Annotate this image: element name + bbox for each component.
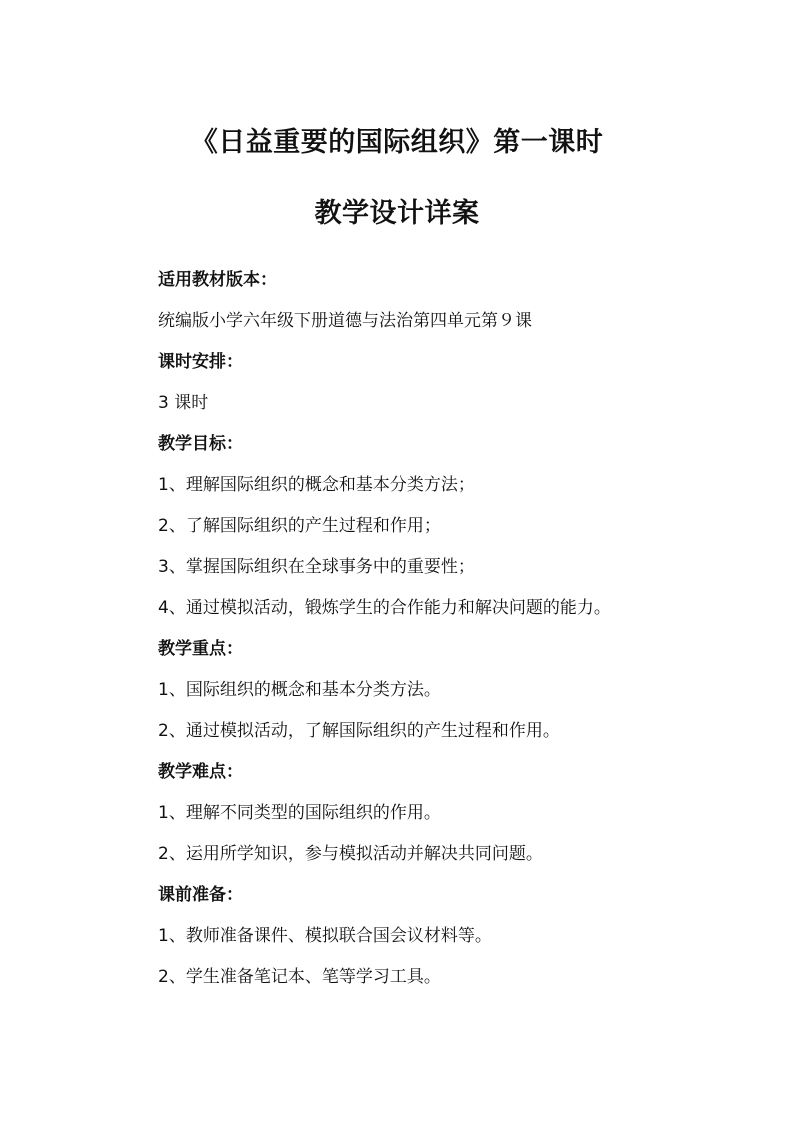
- section-heading-schedule: 课时安排：: [158, 352, 243, 372]
- section-heading-objectives: 教学目标：: [158, 434, 243, 454]
- difficulty-item: 1、理解不同类型的国际组织的作用。: [158, 803, 441, 823]
- preparation-item: 2、学生准备笔记本、笔等学习工具。: [158, 967, 441, 987]
- preparation-item: 1、教师准备课件、模拟联合国会议材料等。: [158, 926, 492, 946]
- document-title: 《日益重要的国际组织》第一课时: [190, 127, 604, 158]
- section-heading-edition: 适用教材版本：: [158, 270, 277, 290]
- document-body: [158, 270, 758, 1008]
- objective-item: 4、通过模拟活动，锻炼学生的合作能力和解决问题的能力。: [158, 598, 611, 618]
- section-heading-key-points: 教学重点：: [158, 639, 243, 659]
- edition-text: 统编版小学六年级下册道德与法治第四单元第９课: [158, 311, 532, 331]
- objective-item: 1、理解国际组织的概念和基本分类方法；: [158, 475, 475, 495]
- key-point-item: 2、通过模拟活动，了解国际组织的产生过程和作用。: [158, 721, 560, 741]
- section-heading-difficulties: 教学难点：: [158, 762, 243, 782]
- key-point-item: 1、国际组织的概念和基本分类方法。: [158, 680, 441, 700]
- objective-item: 3、掌握国际组织在全球事务中的重要性；: [158, 557, 475, 577]
- schedule-text: 3 课时: [158, 393, 209, 413]
- section-heading-preparation: 课前准备：: [158, 885, 243, 905]
- difficulty-item: 2、运用所学知识，参与模拟活动并解决共同问题。: [158, 844, 543, 864]
- objective-item: 2、了解国际组织的产生过程和作用；: [158, 516, 441, 536]
- document-subtitle: 教学设计详案: [314, 198, 480, 229]
